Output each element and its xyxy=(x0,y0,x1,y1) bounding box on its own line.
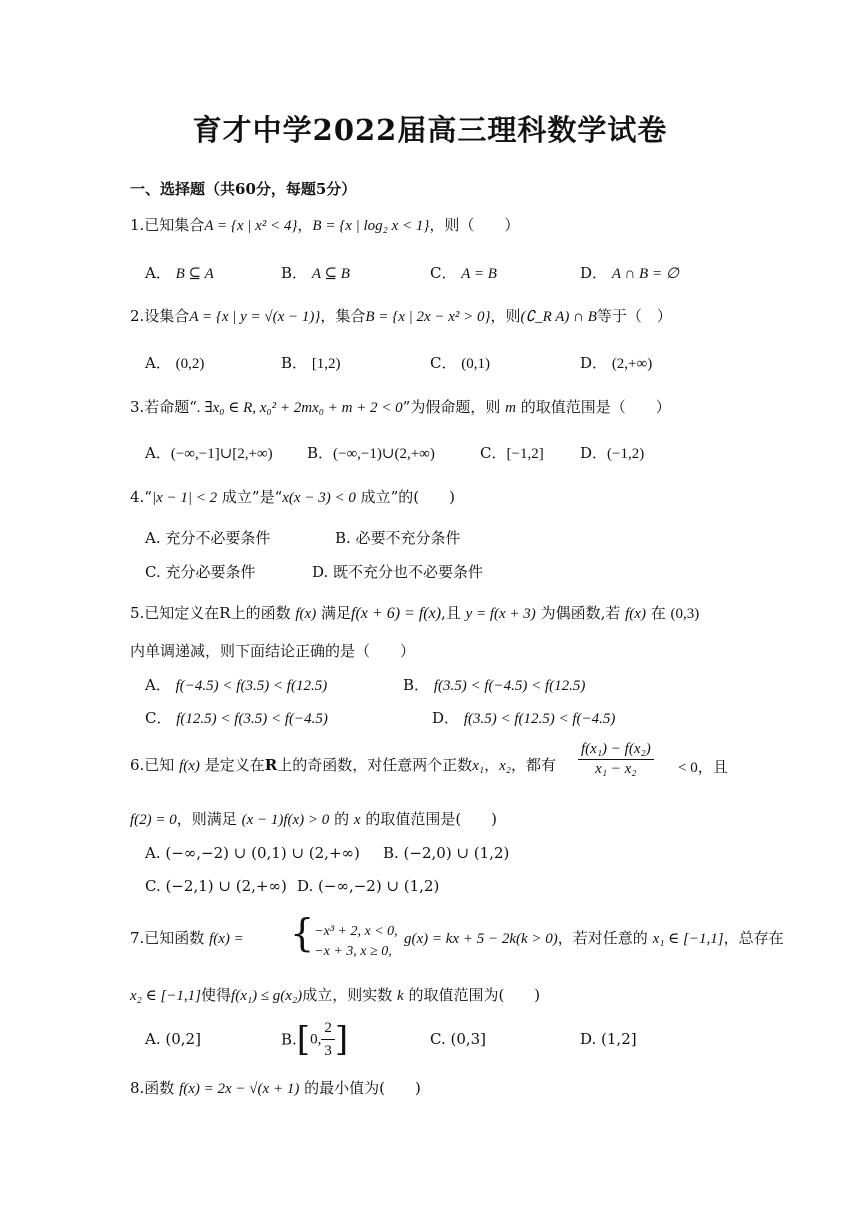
question-5-line-1: 5.已知定义在R上的函数 f(x) 满足f(x + 6) = f(x),且 y = f(x + 3) 为偶函数,若 f(x) 在 (0,3) xyxy=(130,604,700,622)
q4-option-a: A. 充分不必要条件 xyxy=(145,529,271,547)
q4-option-c: C. 充分必要条件 xyxy=(145,563,256,581)
q6-option-b: B. (−2,0) ∪ (1,2) xyxy=(383,844,510,862)
question-3-stem: 3.若命题“. ∃x₀ ∈ R, x₀² + 2mx₀ + m + 2 < 0”为假命题，则 m 的取值范围是（ ） xyxy=(130,398,671,416)
question-6-line-2: f(2) = 0，则满足 (x − 1)f(x) > 0 的 x 的取值范围是( ) xyxy=(130,810,498,828)
q7-option-d: D. (1,2] xyxy=(580,1030,637,1048)
q3-option-d: D．(−1,2) xyxy=(580,444,645,462)
q6-option-c: C. (−2,1) ∪ (2,+∞) xyxy=(145,877,287,895)
question-6-line-1: 6.已知 f(x) 是定义在R上的奇函数，对任意两个正数x₁，x₂，都有 xyxy=(130,756,556,774)
q1-option-c: C． A = B xyxy=(430,264,497,282)
page-title: 育才中学2022届高三理科数学试卷 xyxy=(192,113,668,147)
question-7-line-2: x₂ ∈ [−1,1]使得f(x₁) ≤ g(x₂)成立，则实数 k 的取值范围为( ) xyxy=(130,986,541,1004)
section-heading: 一、选择题（共60分，每题5分） xyxy=(130,180,357,198)
q7-option-b: B.[0, $\frac{2}{3}$ ] xyxy=(281,1019,349,1060)
q6-fraction: $\frac{\text{f(x₁) − f(x₂)}}{\text{x₁ − x₂}}$ xyxy=(578,741,654,778)
q2-option-c: C． (0,1) xyxy=(430,354,491,372)
question-7-line-1-lead: 7.已知函数 f(x) = xyxy=(130,929,244,947)
q2-option-d: D． (2,+∞) xyxy=(580,354,653,372)
q3-option-c: C．[−1,2] xyxy=(480,444,544,462)
q1-option-a: A． B ⊆ A xyxy=(145,264,214,282)
q6-option-d: D. (−∞,−2) ∪ (1,2) xyxy=(297,877,440,895)
q7-piecewise: { −x³ + 2, x < 0, −x + 3, x ≥ 0, xyxy=(290,911,398,959)
q5-option-d: D． f(3.5) < f(12.5) < f(−4.5) xyxy=(432,709,616,727)
q5-option-b: B． f(3.5) < f(−4.5) < f(12.5) xyxy=(403,676,586,694)
q5-option-a: A． f(−4.5) < f(3.5) < f(12.5) xyxy=(145,676,328,694)
question-1-stem: 1.已知集合A = {x | x² < 4}，B = {x | log₂ x < 1}，则（ ） xyxy=(130,216,520,234)
question-2-stem: 2.设集合A = {x | y = √(x − 1)}，集合B = {x | 2x − x² > 0}，则(∁_R A) ∩ B等于（ ） xyxy=(130,307,672,325)
question-8-stem: 8.函数 f(x) = 2x − √(x + 1) 的最小值为( ) xyxy=(130,1079,421,1097)
question-5-line-2: 内单调递减，则下面结论正确的是（ ） xyxy=(130,642,416,660)
q7-option-c: C. (0,3] xyxy=(430,1030,487,1048)
question-7-line-1-tail: g(x) = kx + 5 − 2k(k > 0)，若对任意的 x₁ ∈ [−1,1]，总存在 xyxy=(404,929,784,947)
q6-option-a: A. (−∞,−2) ∪ (0,1) ∪ (2,+∞) xyxy=(145,844,360,862)
q2-option-a: A． (0,2) xyxy=(145,354,205,372)
q4-option-d: D. 既不充分也不必要条件 xyxy=(312,563,484,581)
q1-option-d: D． A ∩ B = ∅ xyxy=(580,264,679,282)
q3-option-a: A．(−∞,−1]∪[2,+∞) xyxy=(145,444,273,462)
q5-option-c: C． f(12.5) < f(3.5) < f(−4.5) xyxy=(145,709,328,727)
q1-option-b: B． A ⊆ B xyxy=(281,264,350,282)
question-4-stem: 4.“|x − 1| < 2 成立”是“x(x − 3) < 0 成立”的( ) xyxy=(130,488,455,506)
left-brace-icon: { xyxy=(290,911,315,955)
q6-fraction-tail: < 0，且 xyxy=(678,758,728,776)
q7-option-a: A. (0,2] xyxy=(145,1030,201,1048)
q2-option-b: B． [1,2) xyxy=(281,354,341,372)
q3-option-b: B．(−∞,−1)∪(2,+∞) xyxy=(307,444,435,462)
q4-option-b: B. 必要不充分条件 xyxy=(335,529,461,547)
